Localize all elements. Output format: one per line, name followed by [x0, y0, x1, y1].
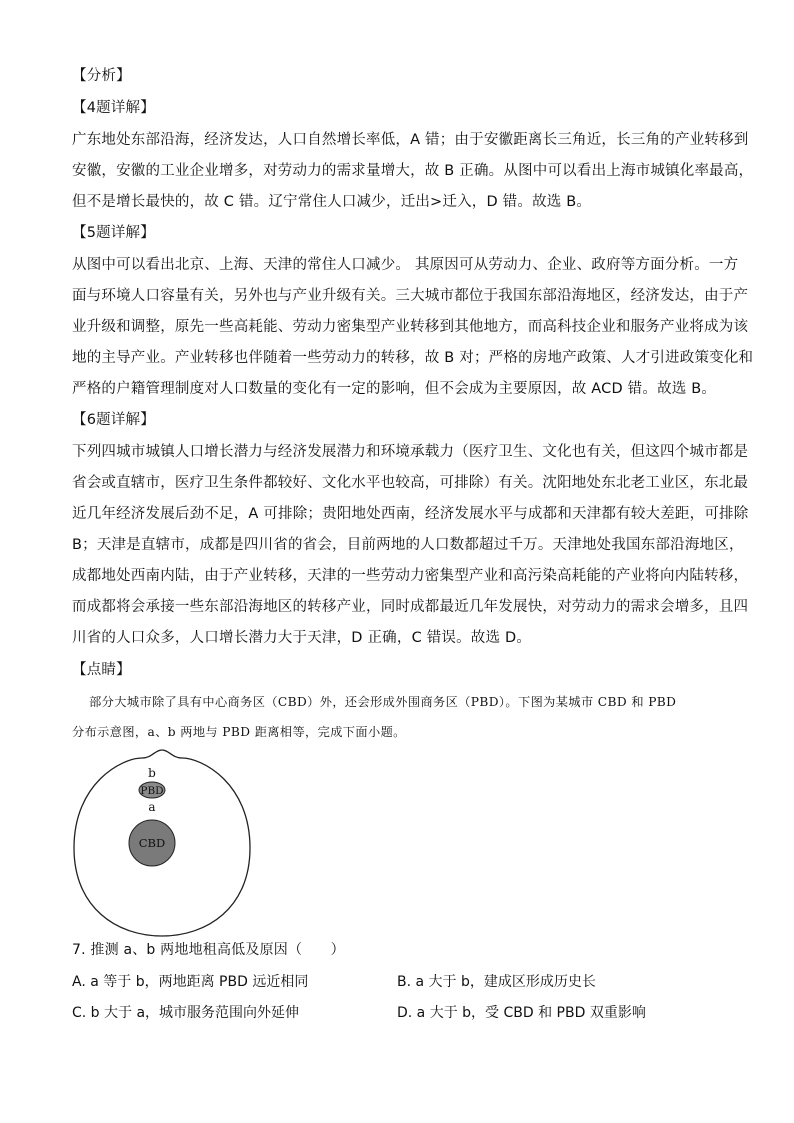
q6-line-7: 川省的人口众多，人口增长潜力大于天津，D 正确，C 错误。故选 D。 — [72, 630, 532, 646]
q6-line-1: 下列四城市城镇人口增长潜力与经济发展潜力和环境承载力（医疗卫生、文化也有关，但这四个城市都是 — [72, 444, 749, 460]
intro-line-2: 分布示意图，a、b 两地与 PBD 距离相等，完成下面小题。 — [72, 725, 406, 739]
q6-line-3: 近几年经济发展后劲不足，A 可排除；贵阳地处西南，经济发展水平与成都和天津都有较大差距，可排除 — [72, 506, 749, 522]
key-point-heading: 【点睛】 — [72, 662, 131, 678]
q6-line-6: 而成都将会承接一些东部沿海地区的转移产业，同时成都最近几年发展快，对劳动力的需求会增多，且四 — [72, 599, 749, 615]
q6-line-4: B；天津是直辖市，成都是四川省的省会，目前两地的人口数都超过千万。天津地处我国东部沿海地区， — [72, 537, 744, 553]
q5-line-2: 面与环境人口容量有关，另外也与产业升级有关。三大城市都位于我国东部沿海地区，经济发达，由于产 — [72, 288, 749, 304]
q5-line-5: 严格的户籍管理制度对人口数量的变化有一定的影响，但不会成为主要原因，故 ACD 错。故选 B。 — [72, 381, 717, 397]
q6-heading: 【6题详解】 — [72, 412, 155, 428]
q4-heading: 【4题详解】 — [72, 100, 155, 116]
q5-line-4: 地的主导产业。产业转移也伴随着一些劳动力的转移，故 B 对；严格的房地产政策、人才引进政策变化和 — [72, 350, 754, 366]
q6-line-5: 成都地处西南内陆，由于产业转移，天津的一些劳动力密集型产业和高污染高耗能的产业将向内陆转移， — [72, 568, 749, 584]
q6-line-2: 省会或直辖市，医疗卫生条件都较好、文化水平也较高，可排除）有关。沈阳地处东北老工业区，东北最 — [72, 475, 749, 491]
q4-line-1: 广东地处东部沿海，经济发达，人口自然增长率低，A 错；由于安徽距离长三角近，长三角的产业转移到 — [72, 132, 749, 148]
q7-option-a[interactable]: A. a 等于 b，两地距离 PBD 远近相同 — [72, 974, 309, 990]
analysis-heading: 【分析】 — [72, 68, 131, 84]
q7-option-d[interactable]: D. a 大于 b，受 CBD 和 PBD 双重影响 — [397, 1005, 646, 1021]
q4-line-3: 但不是增长最快的，故 C 错。辽宁常住人口减少，迁出>迁入，D 错。故选 B。 — [72, 194, 592, 210]
q7-option-c[interactable]: C. b 大于 a，城市服务范围向外延伸 — [72, 1005, 300, 1021]
point-b-label: b — [148, 766, 156, 780]
q5-line-1: 从图中可以看出北京、上海、天津的常住人口减少。 其原因可从劳动力、企业、政府等方面分析。一方 — [72, 257, 739, 273]
point-a-label: a — [148, 800, 156, 814]
cbd-pbd-diagram — [72, 748, 252, 938]
q7-stem: 7. 推测 a、b 两地地租高低及原因（ ） — [72, 942, 345, 958]
q5-heading: 【5题详解】 — [72, 225, 155, 241]
q4-line-2: 安徽，安徽的工业企业增多，对劳动力的需求量增大，故 B 正确。从图中可以看出上海市城镇化率最高， — [72, 163, 754, 179]
q7-option-b[interactable]: B. a 大于 b，建成区形成历史长 — [397, 974, 596, 990]
cbd-label: CBD — [138, 836, 166, 850]
q5-line-3: 业升级和调整，原先一些高耗能、劳动力密集型产业转移到其他地方，而高科技企业和服务产业将成为该 — [72, 319, 749, 335]
intro-line-1: 部分大城市除了具有中心商务区（CBD）外，还会形成外围商务区（PBD）。下图为某城市 CBD 和 PBD — [72, 695, 677, 709]
pbd-label: PBD — [140, 785, 164, 797]
